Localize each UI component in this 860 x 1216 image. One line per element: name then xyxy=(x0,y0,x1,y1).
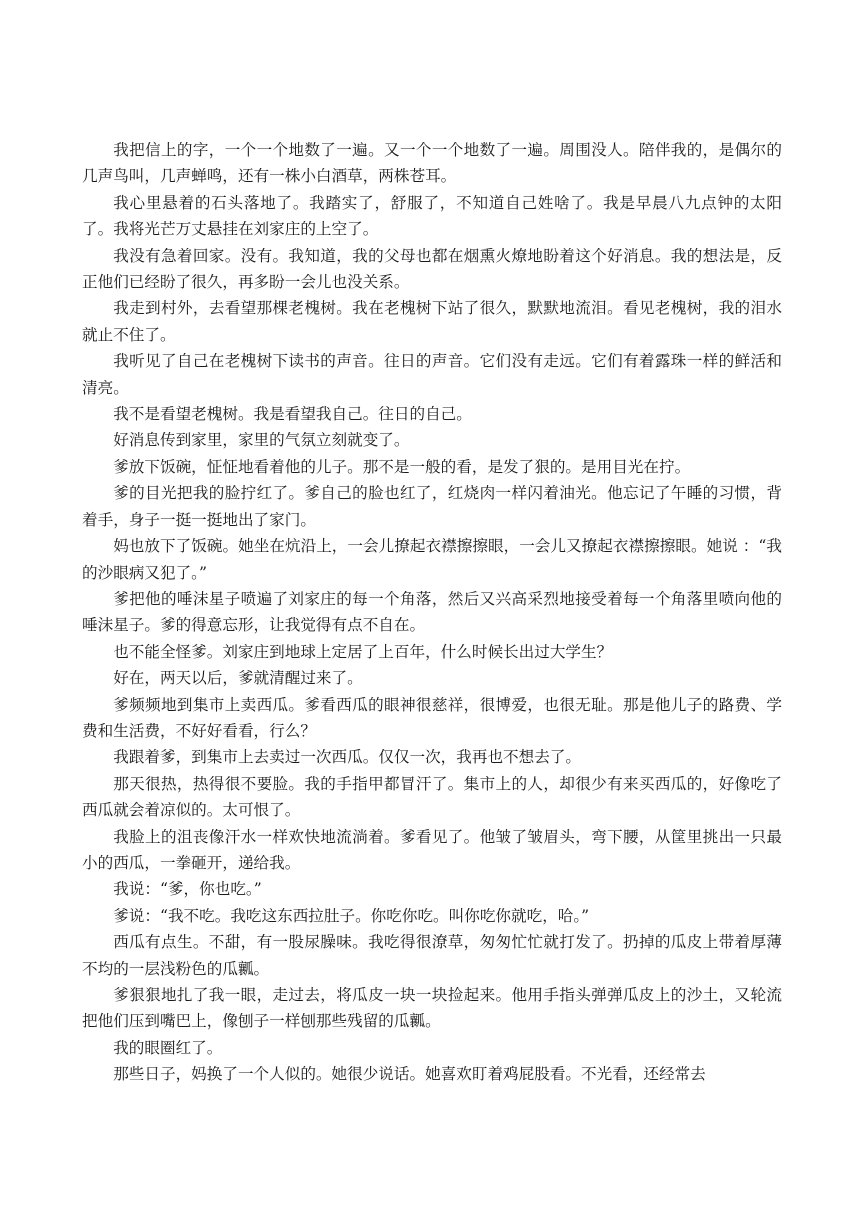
paragraph: 我脸上的沮丧像汗水一样欢快地流淌着。爹看见了。他皱了皱眉头，弯下腰，从筐里挑出一只最小的西瓜，一拳砸开，递给我。 xyxy=(82,827,782,872)
paragraph: 爹狠狠地扎了我一眼，走过去，将瓜皮一块一块捡起来。他用手指头弹弹瓜皮上的沙土，又轮流把他们压到嘴巴上，像刨子一样刨那些残留的瓜瓤。 xyxy=(82,986,782,1031)
paragraph: 我说：“爹，你也吃。” xyxy=(113,880,262,899)
paragraph: 我没有急着回家。没有。我知道，我的父母也都在烟熏火燎地盼着这个好消息。我的想法是，反正他们已经盼了很久，再多盼一会儿也没关系。 xyxy=(82,246,782,292)
paragraph: 我心里悬着的石头落地了。我踏实了，舒服了，不知道自己姓啥了。我是早晨八九点钟的太阳了。我将光芒万丈悬挂在刘家庄的上空了。 xyxy=(82,193,782,239)
paragraph: 好在，两天以后，爹就清醒过来了。 xyxy=(113,669,363,688)
paragraph: 爹频频地到集市上卖西瓜。爹看西瓜的眼神很慈祥，很博爱，也很无耻。那是他儿子的路费、学费和生活费，不好好看看，行么？ xyxy=(82,695,782,740)
paragraph: 我不是看望老槐树。我是看望我自己。往日的自己。 xyxy=(113,405,472,424)
paragraph: 那天很热，热得很不要脸。我的手指甲都冒汗了。集市上的人，却很少有来买西瓜的，好像吃了西瓜就会着凉似的。太可恨了。 xyxy=(82,774,782,820)
paragraph: 我的眼圈红了。 xyxy=(113,1038,223,1057)
paragraph: 爹的目光把我的脸拧红了。爹自己的脸也红了，红烧肉一样闪着油光。他忘记了午睡的习惯，背着手，身子一挺一挺地出了家门。 xyxy=(82,484,782,529)
paragraph: 也不能全怪爹。刘家庄到地球上定居了上百年，什么时候长出过大学生？ xyxy=(113,642,613,661)
paragraph: 我走到村外，去看望那棵老槐树。我在老槐树下站了很久，默默地流泪。看见老槐树，我的泪水就止不住了。 xyxy=(82,299,782,344)
paragraph: 爹把他的唾沫星子喷遍了刘家庄的每一个角落，然后又兴高采烈地接受着每一个角落里喷向他的唾沫星子。爹的得意忘形，让我觉得有点不自在。 xyxy=(82,589,782,635)
paragraph: 西瓜有点生。不甜，有一股尿臊味。我吃得很潦草，匆匆忙忙就打发了。扔掉的瓜皮上带着厚薄不均的一层浅粉色的瓜瓤。 xyxy=(82,933,782,978)
paragraph: 我把信上的字，一个一个地数了一遍。又一个一个地数了一遍。周围没人。陪伴我的，是偶尔的几声鸟叫，几声蝉鸣，还有一株小白酒草，两株苍耳。 xyxy=(82,141,782,186)
paragraph: 妈也放下了饭碗。她坐在炕沿上，一会儿撩起衣襟擦擦眼，一会儿又撩起衣襟擦擦眼。她说 ：“我的沙眼病又犯了。” xyxy=(82,537,782,582)
paragraph: 爹放下饭碗，怔怔地看着他的儿子。那不是一般的看，是发了狠的。是用目光在拧。 xyxy=(113,457,691,476)
paragraph: 爹说：“我不吃。我吃这东西拉肚子。你吃你吃。叫你吃你就吃，哈。” xyxy=(113,906,590,925)
paragraph: 我跟着爹，到集市上去卖过一次西瓜。仅仅一次，我再也不想去了。 xyxy=(113,748,582,767)
document-body xyxy=(82,137,782,1088)
paragraph: 那些日子，妈换了一个人似的。她很少说话。她喜欢盯着鸡屁股看。不光看，还经常去 xyxy=(113,1065,706,1084)
paragraph: 好消息传到家里，家里的气氛立刻就变了。 xyxy=(113,431,410,450)
paragraph: 我听见了自己在老槐树下读书的声音。往日的声音。它们没有走远。它们有着露珠一样的鲜活和清亮。 xyxy=(82,352,782,397)
